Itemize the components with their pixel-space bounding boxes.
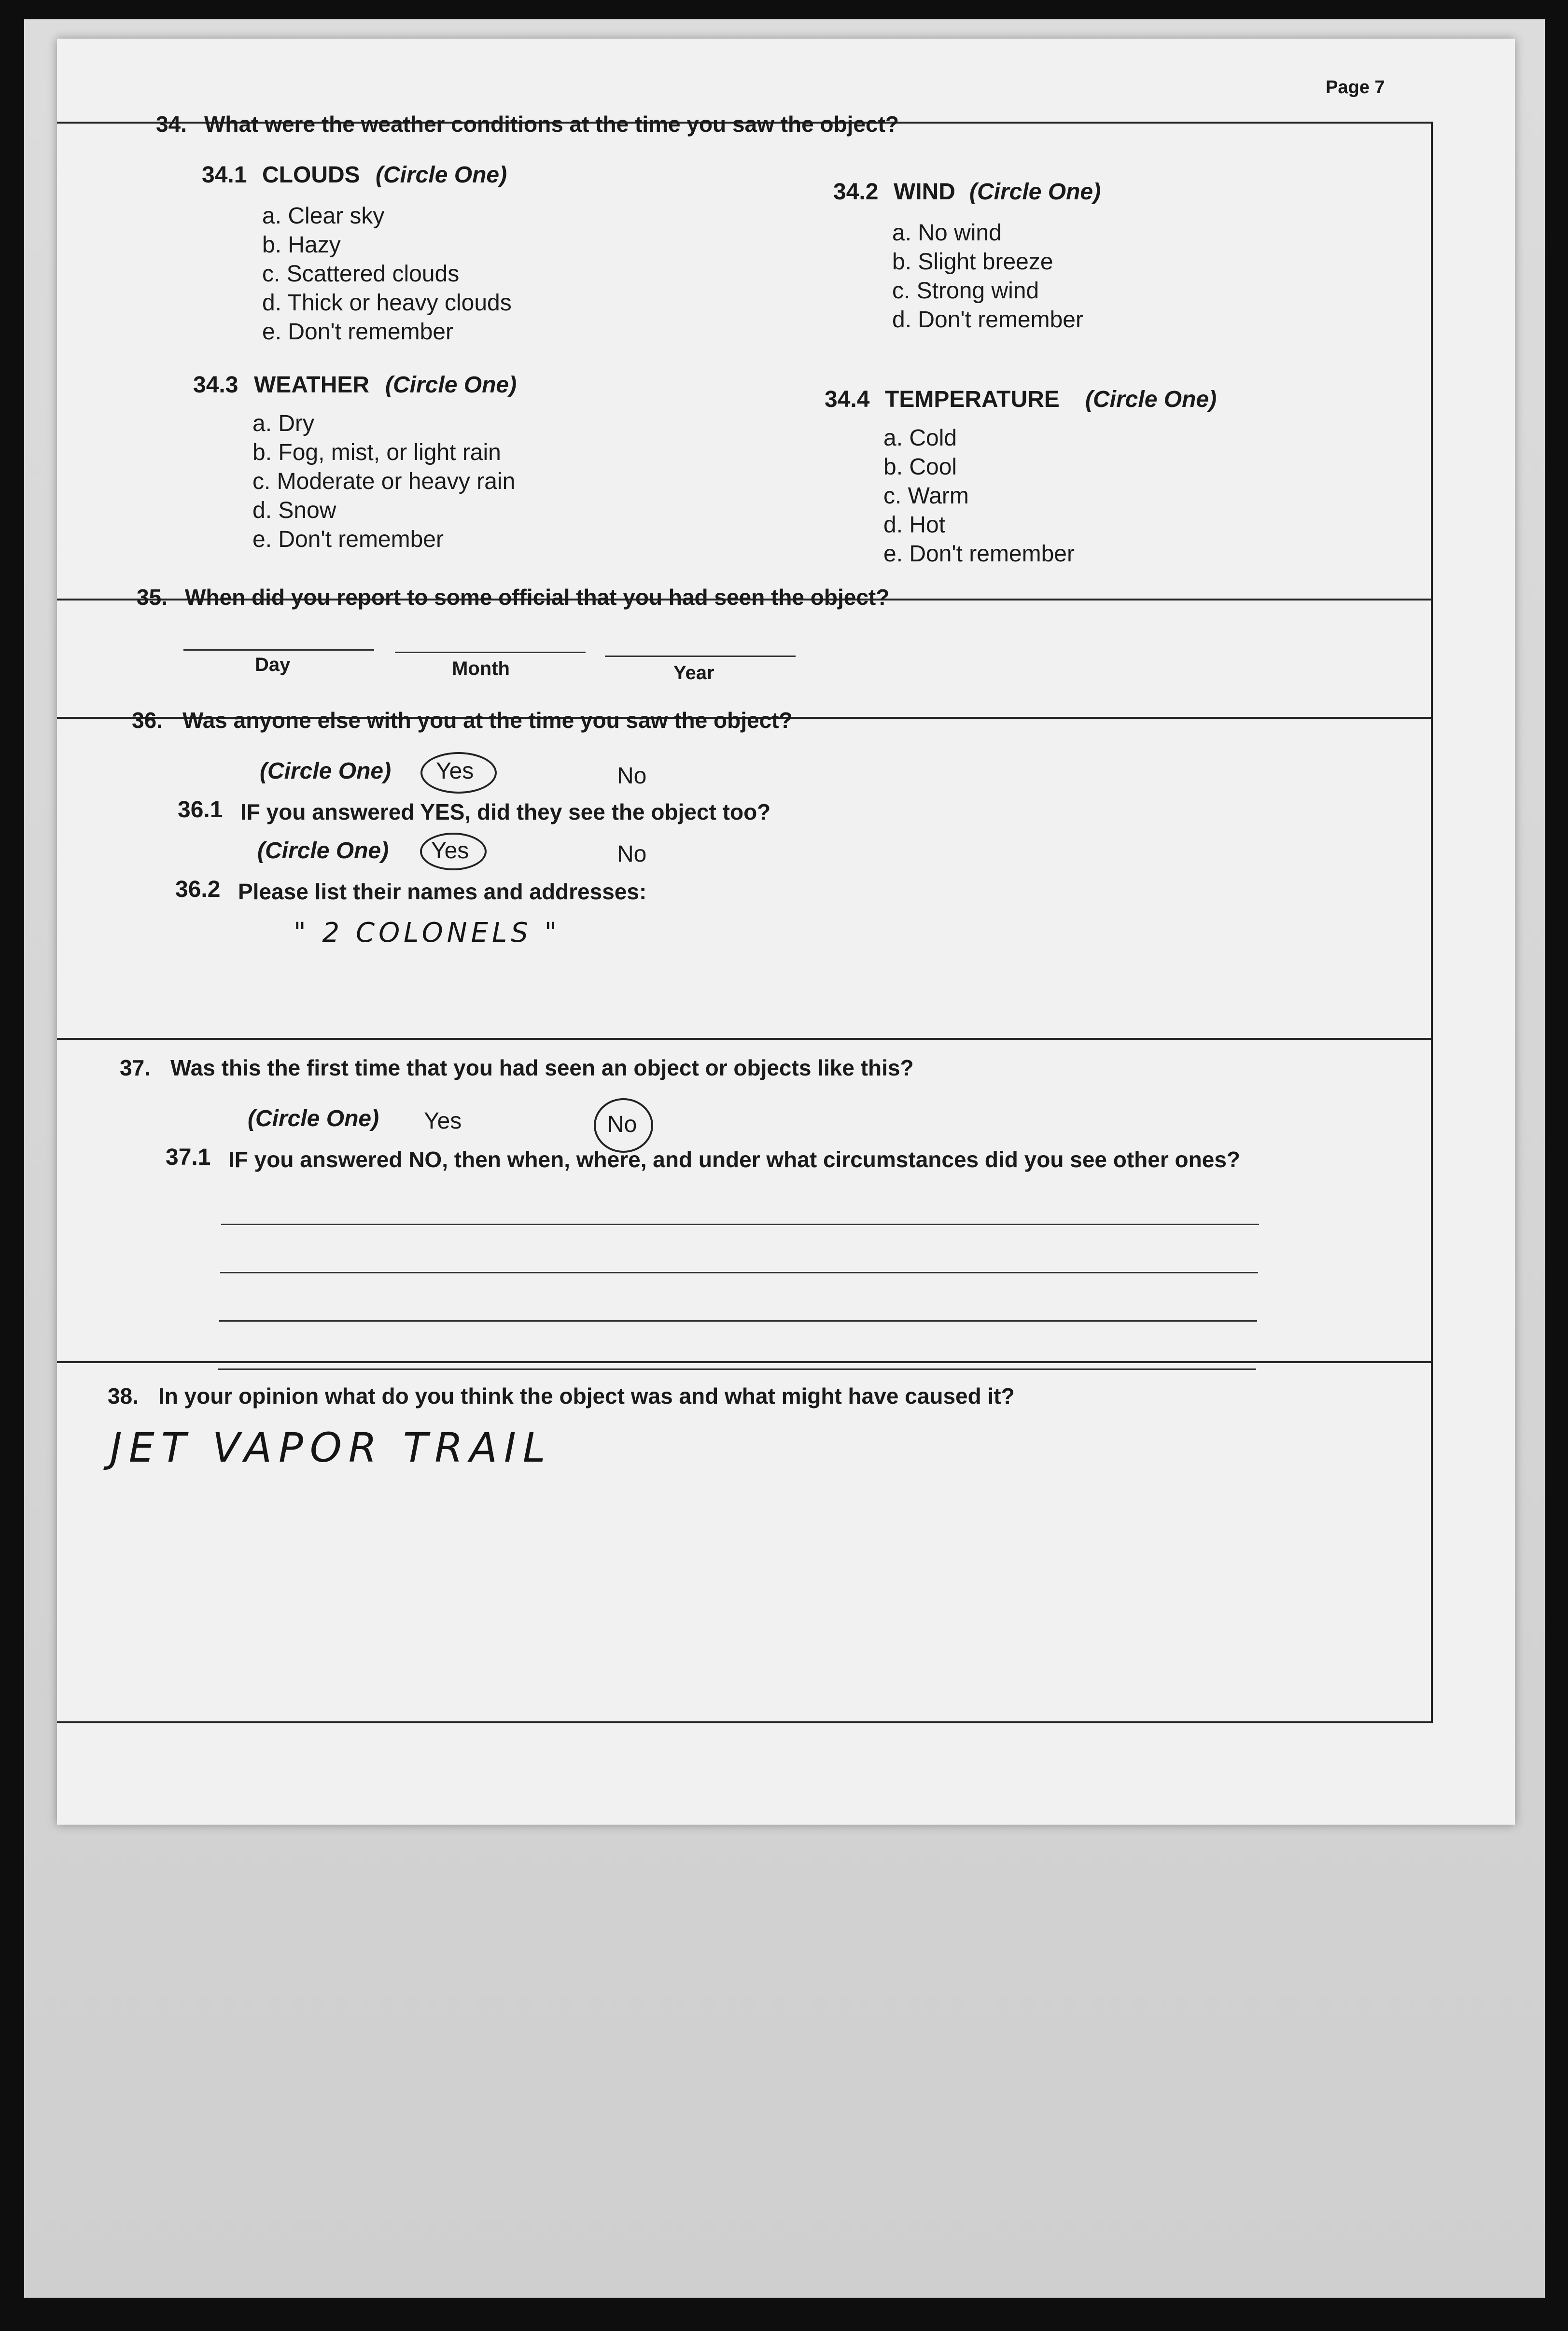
- q36-2-number: 36.2: [175, 877, 221, 902]
- day-label: Day: [255, 654, 291, 675]
- temperature-option[interactable]: a. Cold: [883, 425, 957, 451]
- q37-instruction: (Circle One): [248, 1106, 379, 1131]
- year-label: Year: [673, 662, 714, 684]
- q34-2-number: 34.2: [833, 179, 879, 205]
- clouds-option[interactable]: d. Thick or heavy clouds: [262, 290, 512, 316]
- q34-3-instruction: (Circle One): [385, 372, 517, 398]
- clouds-option[interactable]: e. Don't remember: [262, 319, 453, 345]
- q38-handwritten-answer[interactable]: JET VAPOR TRAIL: [110, 1424, 552, 1471]
- q35-number: 35.: [137, 585, 168, 610]
- form-right-border: [1431, 122, 1433, 1723]
- q34-number: 34.: [156, 112, 187, 137]
- month-label: Month: [452, 658, 510, 679]
- wind-option[interactable]: d. Don't remember: [892, 307, 1083, 333]
- wind-option[interactable]: a. No wind: [892, 220, 1002, 246]
- q36-1-number: 36.1: [178, 797, 223, 823]
- q34-2-instruction: (Circle One): [969, 179, 1101, 205]
- q35-text: When did you report to some official that you had seen the object?: [185, 585, 890, 610]
- q37-1-answer-line[interactable]: [218, 1368, 1256, 1370]
- month-field[interactable]: [395, 652, 586, 653]
- q34-4-number: 34.4: [825, 387, 870, 412]
- q34-3-number: 34.3: [193, 372, 238, 398]
- temperature-option[interactable]: e. Don't remember: [883, 541, 1075, 567]
- q36-2-handwritten-answer[interactable]: " 2 COLONELS ": [294, 917, 561, 949]
- q34-text: What were the weather conditions at the time you saw the object?: [204, 112, 899, 137]
- clouds-option[interactable]: b. Hazy: [262, 232, 341, 258]
- q37-number: 37.: [120, 1055, 151, 1080]
- temperature-option[interactable]: d. Hot: [883, 512, 946, 538]
- q36-text: Was anyone else with you at the time you saw the object?: [182, 708, 793, 733]
- year-field[interactable]: [605, 656, 796, 657]
- weather-option[interactable]: d. Snow: [252, 498, 336, 523]
- day-field[interactable]: [183, 649, 374, 651]
- weather-option[interactable]: a. Dry: [252, 411, 315, 436]
- q37-1-answer-line[interactable]: [219, 1320, 1257, 1322]
- q37-1-text: IF you answered NO, then when, where, and under what circumstances did you see other ones?: [228, 1147, 1241, 1172]
- q37-1-number: 37.1: [166, 1145, 211, 1170]
- q36-yes-option[interactable]: Yes: [436, 758, 474, 784]
- q34-3-title: WEATHER: [254, 372, 370, 398]
- weather-option[interactable]: b. Fog, mist, or light rain: [252, 440, 501, 465]
- form-page: [57, 39, 1515, 1825]
- wind-option[interactable]: b. Slight breeze: [892, 249, 1053, 275]
- q37-text: Was this the first time that you had seen an object or objects like this?: [170, 1055, 914, 1080]
- weather-option[interactable]: c. Moderate or heavy rain: [252, 469, 516, 494]
- q37-1-answer-line[interactable]: [220, 1272, 1258, 1273]
- temperature-option[interactable]: c. Warm: [883, 483, 969, 509]
- clouds-option[interactable]: c. Scattered clouds: [262, 261, 460, 287]
- q34-1-instruction: (Circle One): [376, 162, 507, 188]
- page-number: Page 7: [1326, 77, 1385, 98]
- q34-4-instruction: (Circle One): [1085, 387, 1217, 412]
- divider-37-38: [57, 1361, 1433, 1363]
- wind-option[interactable]: c. Strong wind: [892, 278, 1039, 304]
- q34-1-title: CLOUDS: [262, 162, 360, 188]
- divider-36-37: [57, 1038, 1433, 1040]
- q36-1-instruction: (Circle One): [257, 838, 389, 864]
- form-bottom-border: [57, 1721, 1433, 1723]
- q37-1-answer-line[interactable]: [221, 1224, 1259, 1225]
- q37-no-option[interactable]: No: [607, 1112, 637, 1137]
- q36-no-option[interactable]: No: [617, 763, 647, 789]
- q34-4-title: TEMPERATURE: [885, 387, 1060, 412]
- q36-1-text: IF you answered YES, did they see the object too?: [240, 799, 771, 824]
- q36-2-text: Please list their names and addresses:: [238, 879, 647, 904]
- q36-instruction: (Circle One): [260, 758, 392, 784]
- weather-option[interactable]: e. Don't remember: [252, 527, 444, 552]
- temperature-option[interactable]: b. Cool: [883, 454, 957, 480]
- q36-1-no-option[interactable]: No: [617, 841, 647, 867]
- clouds-option[interactable]: a. Clear sky: [262, 203, 385, 229]
- q38-number: 38.: [108, 1383, 139, 1409]
- q34-1-number: 34.1: [202, 162, 247, 188]
- q38-text: In your opinion what do you think the object was and what might have caused it?: [158, 1383, 1015, 1409]
- q37-yes-option[interactable]: Yes: [424, 1108, 462, 1134]
- q36-number: 36.: [132, 708, 163, 733]
- q36-1-yes-option[interactable]: Yes: [431, 838, 469, 864]
- q34-2-title: WIND: [894, 179, 955, 205]
